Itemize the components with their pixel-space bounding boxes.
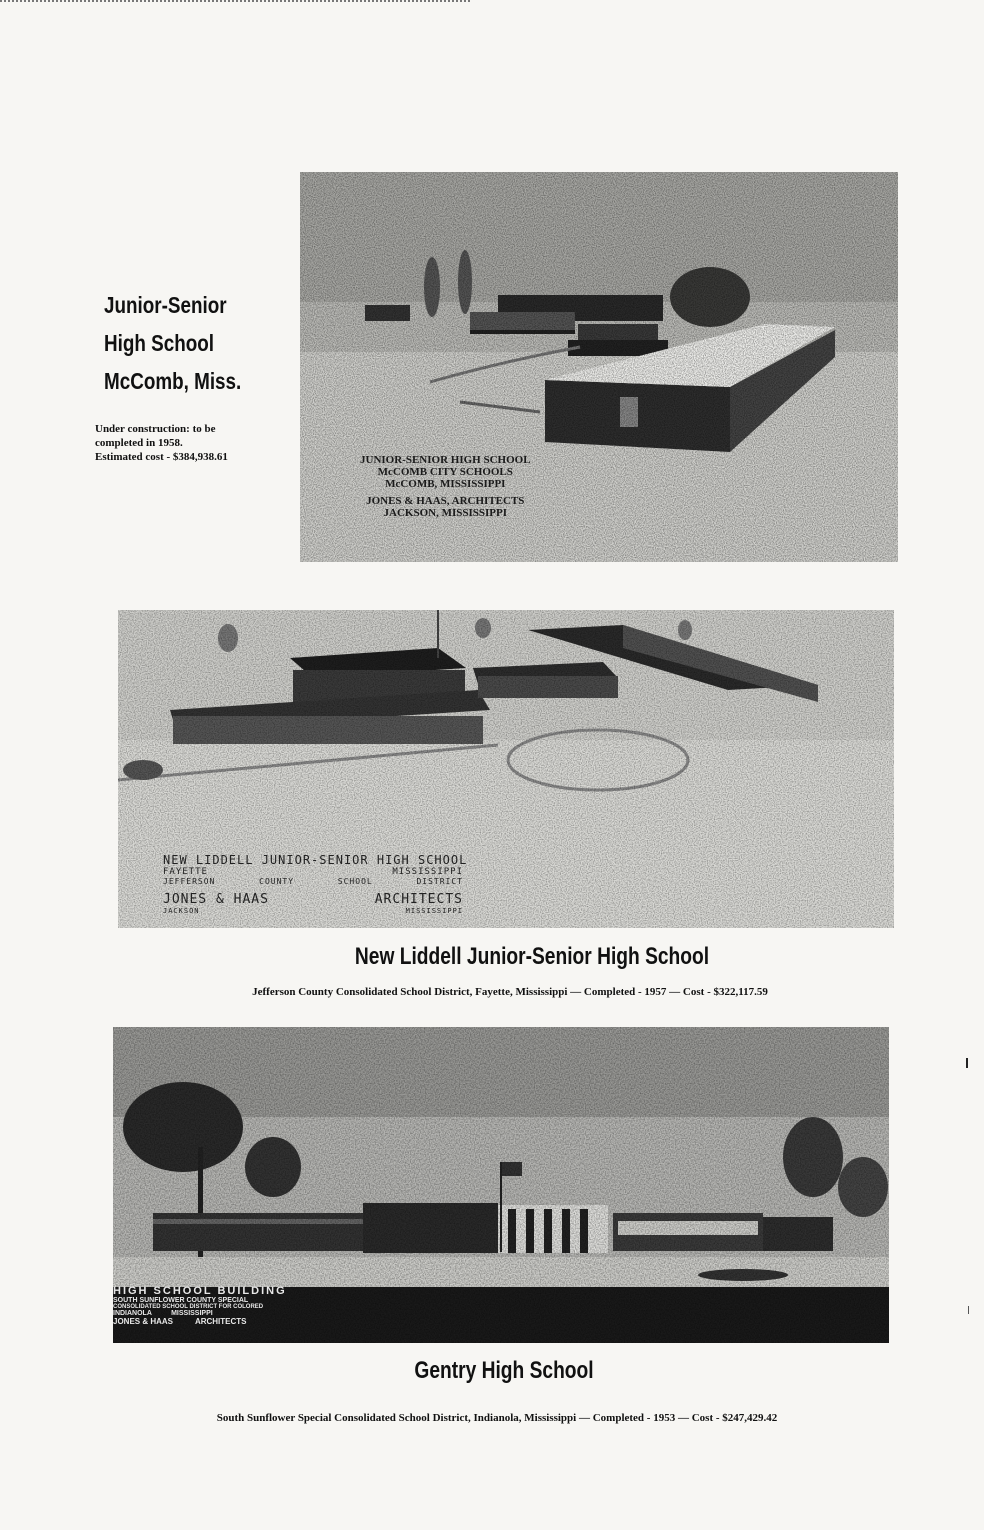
liddell-title: New Liddell Junior-Senior High School xyxy=(354,943,710,970)
mccomb-rendering xyxy=(300,172,898,562)
mccomb-title xyxy=(104,286,243,400)
liddell-plate-line-1: NEW LIDDELL JUNIOR-SENIOR HIGH SCHOOL xyxy=(163,853,468,867)
mccomb-note-1: Under construction: to be xyxy=(95,423,216,435)
mccomb-plate-line-2: McCOMB CITY SCHOOLS xyxy=(377,466,513,478)
liddell-plate-district: DISTRICT xyxy=(416,877,463,886)
mccomb-title-line-1: Junior-Senior xyxy=(104,292,227,318)
liddell-plate-architects-name: JONES & HAAS xyxy=(163,892,269,907)
liddell-plate-fayette: FAYETTE xyxy=(163,867,208,877)
liddell-plate-mississippi: MISSISSIPPI xyxy=(392,867,463,877)
mccomb-title-line-2: High School xyxy=(104,330,215,356)
gentry-plate xyxy=(113,1285,287,1326)
liddell-plate-line-2 xyxy=(163,867,463,877)
liddell-plate-line-3 xyxy=(163,877,463,886)
gentry-plate-line-4: INDIANOLA MISSISSIPPI xyxy=(113,1310,213,1317)
liddell-plate-line-5 xyxy=(163,907,463,915)
mccomb-note-3: Estimated cost - $384,938.61 xyxy=(95,451,228,463)
liddell-plate-jefferson: JEFFERSON xyxy=(163,877,216,886)
margin-mark-1 xyxy=(966,1058,974,1068)
margin-mark-2 xyxy=(968,1306,973,1314)
gentry-plate-line-1: HIGH SCHOOL BUILDING xyxy=(113,1285,287,1297)
mccomb-title-line-3: McComb, Miss. xyxy=(104,368,242,394)
liddell-plate xyxy=(163,853,467,915)
gentry-caption: South Sunflower Special Consolidated School District, Indianola, Mississippi — Completed - 1953 — Cost - $247,429.42 xyxy=(216,1412,778,1424)
liddell-plate-architects: ARCHITECTS xyxy=(374,892,463,907)
liddell-plate-school: SCHOOL xyxy=(337,877,373,886)
gentry-title: Gentry High School xyxy=(414,1357,594,1384)
mccomb-plate-line-4: JONES & HAAS, ARCHITECTS xyxy=(366,495,525,507)
liddell-plate-jackson: JACKSON xyxy=(163,907,200,915)
liddell-caption: Jefferson County Consolidated School District, Fayette, Mississippi — Completed - 1957 — Cost - $322,117.59 xyxy=(252,986,768,998)
liddell-plate-mississippi-2: MISSISSIPPI xyxy=(405,907,463,915)
mccomb-note-2: completed in 1958. xyxy=(95,437,183,449)
mccomb-plate-line-5: JACKSON, MISSISSIPPI xyxy=(383,507,507,519)
mccomb-plate-line-3: McCOMB, MISSISSIPPI xyxy=(385,478,506,490)
mccomb-plate xyxy=(360,454,531,519)
liddell-rendering xyxy=(118,610,894,928)
top-dotted-edge xyxy=(0,0,470,5)
gentry-plate-line-5: JONES & HAAS ARCHITECTS xyxy=(113,1317,247,1326)
gentry-rendering xyxy=(113,1027,889,1343)
gentry-plate-line-3: CONSOLIDATED SCHOOL DISTRICT FOR COLORED xyxy=(113,1304,264,1310)
gentry-plate-line-2: SOUTH SUNFLOWER COUNTY SPECIAL xyxy=(113,1297,249,1304)
liddell-plate-line-4 xyxy=(163,892,463,907)
mccomb-notes xyxy=(95,422,285,464)
mccomb-plate-line-1: JUNIOR-SENIOR HIGH SCHOOL xyxy=(360,454,531,466)
liddell-plate-county: COUNTY xyxy=(259,877,295,886)
